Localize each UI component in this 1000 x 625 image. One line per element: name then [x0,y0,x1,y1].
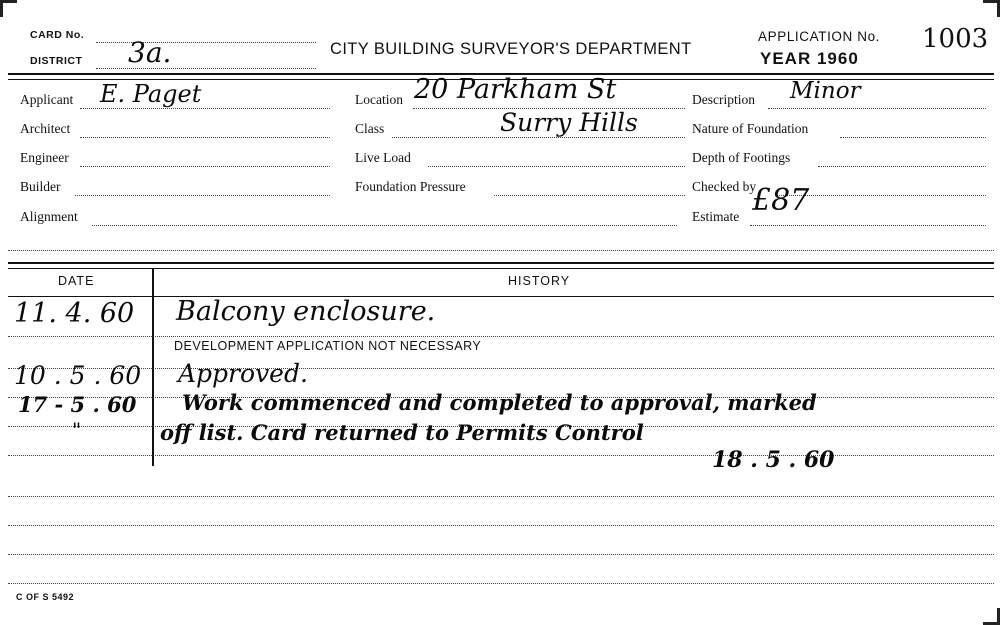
nature-of-foundation-line [840,137,986,138]
estimate-value: £87 [752,183,810,218]
history-row-line [8,496,994,497]
corner-mark-top-right [983,0,1000,17]
engineer-label: Engineer [20,150,69,165]
form-code: C OF S 5492 [16,592,75,602]
builder-line [75,195,330,196]
class-value: Surry Hills [500,108,638,137]
history-entry-date: 10 . 5 . 60 [14,361,142,390]
history-row-line [8,336,994,337]
application-no-label: APPLICATION No. [758,29,881,44]
live-load-line [428,166,685,167]
application-no-value: 1003 [922,24,989,54]
history-row-line [8,455,994,456]
history-entry-date: 17 - 5 . 60 [18,392,137,417]
column-header-rule [8,296,994,297]
class-line [392,137,685,138]
department-title: CITY BUILDING SURVEYOR'S DEPARTMENT [330,40,692,58]
history-row-line [8,525,994,526]
description-value: Minor [790,78,861,104]
history-entry-date: " [72,418,82,442]
architect-label: Architect [20,121,71,136]
checked-by-label: Checked by [692,179,757,194]
nature-of-foundation-label: Nature of Foundation [692,121,809,136]
alignment-label: Alignment [20,209,78,224]
date-column-header: DATE [58,274,95,288]
applicant-line [80,108,330,109]
applicant-value: E. Paget [100,80,202,108]
depth-of-footings-label: Depth of Footings [692,150,791,165]
history-entry-text: Approved. [178,359,308,388]
description-line [768,108,986,109]
district-label: DISTRICT [30,55,83,67]
card-no-label: CARD No. [30,29,85,41]
year-label: YEAR 1960 [760,49,859,68]
depth-of-footings-line [818,166,986,167]
history-row-line [8,583,994,584]
corner-mark-top-left [0,0,17,17]
history-top-rule-thin [8,268,994,269]
location-value: 20 Parkham St [414,74,617,105]
history-row-line [8,368,994,369]
location-label: Location [355,92,403,107]
estimate-label: Estimate [692,209,740,224]
history-entry-text: off list. Card returned to Permits Control [160,420,644,445]
fields-bottom-line [8,250,994,251]
history-entry-text: Balcony enclosure. [176,296,436,327]
history-entry-date: 11. 4. 60 [14,298,135,329]
builder-label: Builder [20,179,61,194]
history-top-rule [8,262,994,264]
foundation-pressure-line [494,195,685,196]
district-value: 3a. [128,36,172,69]
engineer-line [80,166,330,167]
history-signature-date: 18 . 5 . 60 [712,447,835,473]
architect-line [80,137,330,138]
estimate-line [750,225,986,226]
applicant-label: Applicant [20,92,74,107]
class-label: Class [355,121,385,136]
alignment-line [92,225,677,226]
foundation-pressure-label: Foundation Pressure [355,179,466,194]
history-column-header: HISTORY [508,274,571,288]
history-entry-text: Work commenced and completed to approval, marked [182,390,817,415]
development-stamp: DEVELOPMENT APPLICATION NOT NECESSARY [174,339,482,353]
description-label: Description [692,92,755,107]
live-load-label: Live Load [355,150,411,165]
corner-mark-bottom-right [983,608,1000,625]
history-row-line [8,554,994,555]
